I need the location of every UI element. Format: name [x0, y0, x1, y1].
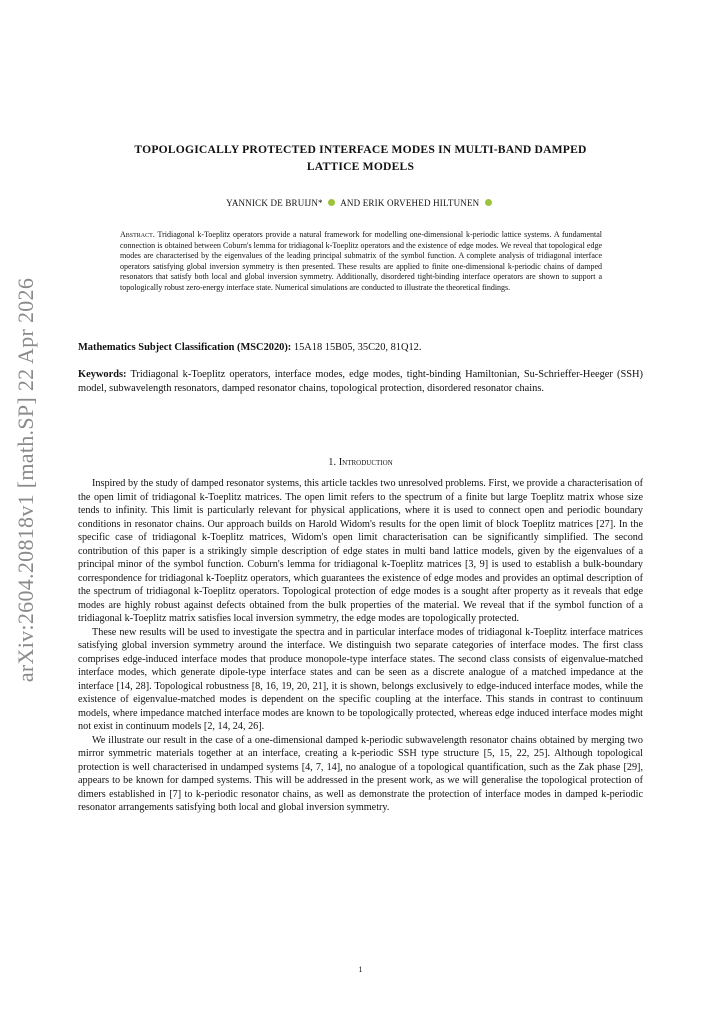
authors	[78, 198, 643, 208]
msc-codes: 15A18 15B05, 35C20, 81Q12.	[293, 342, 422, 353]
arxiv-identifier	[4, 277, 48, 683]
paper-title	[78, 141, 643, 175]
keywords-label: Keywords:	[78, 369, 127, 380]
abstract	[120, 230, 602, 293]
abstract-text: Tridiagonal k-Toeplitz operators provide a natural framework for modelling one-dimensional k-periodic lattice systems. A fundamental connection is obtained between Coburn's lemma for tridiagonal k-Toeplitz operators and the existence of edge modes. We reveal that topological edge modes are characterised by the eigenvalues of the leading principal submatrix of the symbol function. A complete analysis of tridiagonal interface operators satisfying global inversion symmetry is then presented. These results are applied to finite one-dimensional k-periodic chains of damped resonators that satisfy both local and global inversion symmetry. Additionally, disordered tight-binding interface operators are shown to support a topologically robust zero-energy interface state. Numerical simulations are conducted to illustrate the theoretical findings.	[120, 230, 602, 292]
orcid-icon[interactable]	[328, 199, 335, 206]
arxiv-identifier-text: arXiv:2604.20818v1 [math.SP] 22 Apr 2026	[13, 277, 38, 683]
introduction-body	[78, 477, 643, 815]
paragraph: Inspired by the study of damped resonator systems, this article tackles two unresolved problems. First, we provide a characterisation of the open limit of tridiagonal k-Toeplitz matrices. The open limit refers to the spectrum of a finite but large Toeplitz matrix whose size tends to infinity. This limit is particularly relevant for physical applications, where it is used to connect open and periodic boundary conditions in resonator chains. Our approach builds on Harold Widom's results for the open limit of block Toeplitz matrices [27]. In the specific case of tridiagonal k-Toeplitz matrices, Widom's open limit characterisation can be significantly simplified. The second contribution of this paper is a strikingly simple description of edge states in multi band lattice models, given by the eigenvalues of a principal minor of the symbol function. Coburn's lemma for tridiagonal k-Toeplitz matrices [3, 9] is used to establish a bulk-boundary correspondence for tridiagonal k-Toeplitz operators, which guarantees the existence of edge modes and provides an optimal description of the spectrum of tridiagonal k-Toeplitz operators. Topological protection of edge modes is a sought after property as it reveals that edge modes are highly robust against defects obtained from the bulk properties of the material. We reveal that if the symbol function of a tridiagonal k-Toeplitz matrix satisfies local inversion symmetry, the edge modes are topologically protected.	[78, 478, 643, 624]
section-number: 1.	[328, 457, 337, 468]
section-heading	[78, 457, 643, 468]
author-1: YANNICK DE BRUIJN*	[226, 198, 323, 208]
abstract-label: Abstract.	[120, 230, 155, 239]
title-line-2: LATTICE MODELS	[306, 160, 415, 173]
author-2: AND ERIK ORVEHED HILTUNEN	[340, 198, 480, 208]
keywords	[78, 368, 643, 396]
page-number: 1	[358, 965, 363, 974]
paragraph: These new results will be used to investigate the spectra and in particular interface modes of tridiagonal k-Toeplitz interface matrices satisfying global inversion symmetry around the interface. We distinguish two separate categories of interface modes. The first class comprises edge-induced interface modes that produce monopole-type interface states. The second class consists of eigenvalue-matched interface modes, which generate dipole-type interface states and can be seen as a discrete analogue of a matched impedance at the interface [14, 28]. Topological robustness [8, 16, 19, 20, 21], it is shown, belongs exclusively to edge-induced interface modes, while the existence of eigenvalue-matched modes is dependent on the specific coupling at the interface. This stands in contrast to continuum models, where impedance matched interface modes are known to be topologically protected, whereas edge induced interface modes might not exist in continuum models [2, 14, 24, 26].	[78, 626, 643, 732]
msc-label: Mathematics Subject Classification (MSC2020):	[78, 342, 292, 353]
title-line-1: TOPOLOGICALLY PROTECTED INTERFACE MODES IN MULTI-BAND DAMPED	[134, 143, 587, 156]
orcid-icon[interactable]	[485, 199, 492, 206]
section-title: Introduction	[338, 457, 393, 468]
paragraph: We illustrate our result in the case of a one-dimensional damped k-periodic subwavelength resonator chains obtained by merging two mirror symmetric materials together at an interface, creating a k-periodic SSH type structure [5, 15, 22, 25]. Although topological protection is well characterised in undamped systems [4, 7, 14], no analogue of a topological quantification, such as the Zak phase [29], appears to be known for damped systems. This will be addressed in the present work, as we will generalise the topological protection of dimers established in [7] to k-periodic resonator chains, as well as demonstrate the protection of interface modes in damped k-periodic resonator arrangements satisfying both local and global inversion symmetry.	[78, 734, 643, 813]
keywords-text: Tridiagonal k-Toeplitz operators, interface modes, edge modes, tight-binding Hamiltonian, Su-Schrieffer-Heeger (SSH) model, subwavelength resonators, damped resonator chains, topological protection, disordered resonator chains.	[78, 369, 643, 394]
msc-classification	[78, 342, 643, 353]
